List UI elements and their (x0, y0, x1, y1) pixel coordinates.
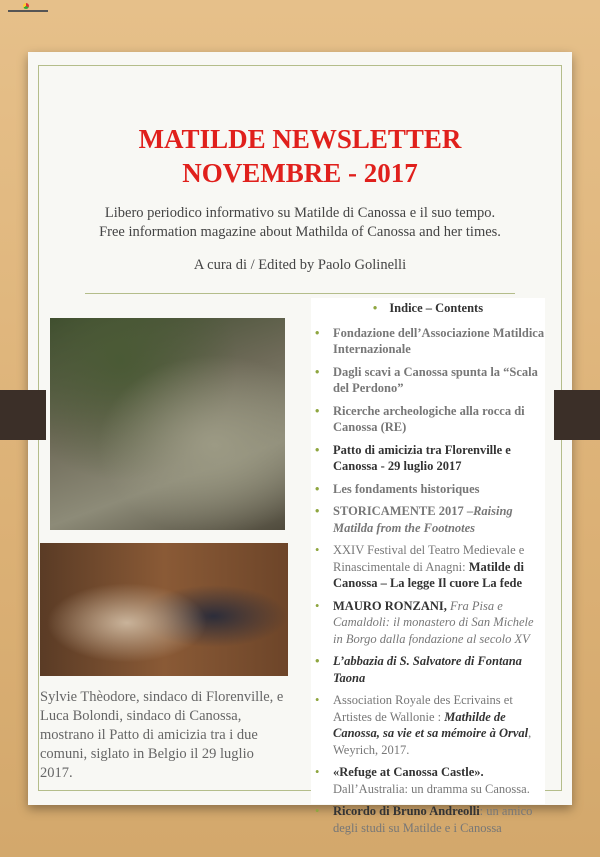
toc-item[interactable]: • XXIV Festival del Teatro Medievale e Rinascimentale di Anagni: Matilde di Canossa – La legge Il cuore La fede (333, 542, 545, 592)
toc-item[interactable]: • Dagli scavi a Canossa spunta la “Scala del Perdono” (333, 364, 545, 397)
toc-item[interactable]: • «Refuge at Canossa Castle». Dall’Australia: un dramma su Canossa. (333, 764, 545, 797)
toc-item[interactable]: • Ricordo di Bruno Andreolli: un amico degli studi su Matilde e i Canossa (333, 803, 545, 836)
divider (85, 293, 515, 294)
subtitle-italian: Libero periodico informativo su Matilde di Canossa e il suo tempo. (104, 205, 496, 221)
table-of-contents (311, 298, 545, 835)
mayors-photo (40, 543, 288, 676)
left-binder-tab (0, 390, 46, 440)
editor-credit: A cura di / Edited by Paolo Golinelli (193, 257, 407, 273)
toc-item[interactable]: • Les fondaments historiques (333, 481, 545, 498)
subtitle-english: Free information magazine about Mathilda of Canossa and her times. (99, 224, 501, 240)
toc-item[interactable]: • Association Royale des Ecrivains et Artistes de Wallonie : Mathilde de Canossa, sa vie et sa mémoire à Orval, Weyrich, 2017. (333, 692, 545, 758)
toc-item[interactable]: • Fondazione dell’Associazione Matildica Internazionale (333, 325, 545, 358)
toc-item[interactable]: • L’abbazia di S. Salvatore di Fontana Taona (333, 653, 545, 686)
right-binder-tab (554, 390, 600, 440)
toc-item[interactable]: • MAURO RONZANI, Fra Pisa e Camaldoli: il monastero di San Michele in Borgo dalla fondazione al secolo XV (333, 598, 545, 648)
excavation-photo (50, 318, 285, 530)
page-title: MATILDE NEWSLETTER NOVEMBRE - 2017 (138, 124, 462, 188)
toc-item[interactable]: • Patto di amicizia tra Florenville e Canossa - 29 luglio 2017 (333, 442, 545, 475)
toc-item[interactable]: • Ricerche archeologiche alla rocca di Canossa (RE) (333, 403, 545, 436)
toc-heading: • Indice – Contents (372, 301, 484, 315)
photo-caption: Sylvie Thèodore, sindaco di Florenville, e Luca Bolondi, sindaco di Canossa, mostrano il Patto di amicizia tra i due comuni, siglato in Belgio il 29 luglio 2017. (40, 689, 284, 781)
site-logo (8, 3, 48, 13)
toc-item[interactable]: • STORICAMENTE 2017 –Raising Matilda from the Footnotes (333, 503, 545, 536)
